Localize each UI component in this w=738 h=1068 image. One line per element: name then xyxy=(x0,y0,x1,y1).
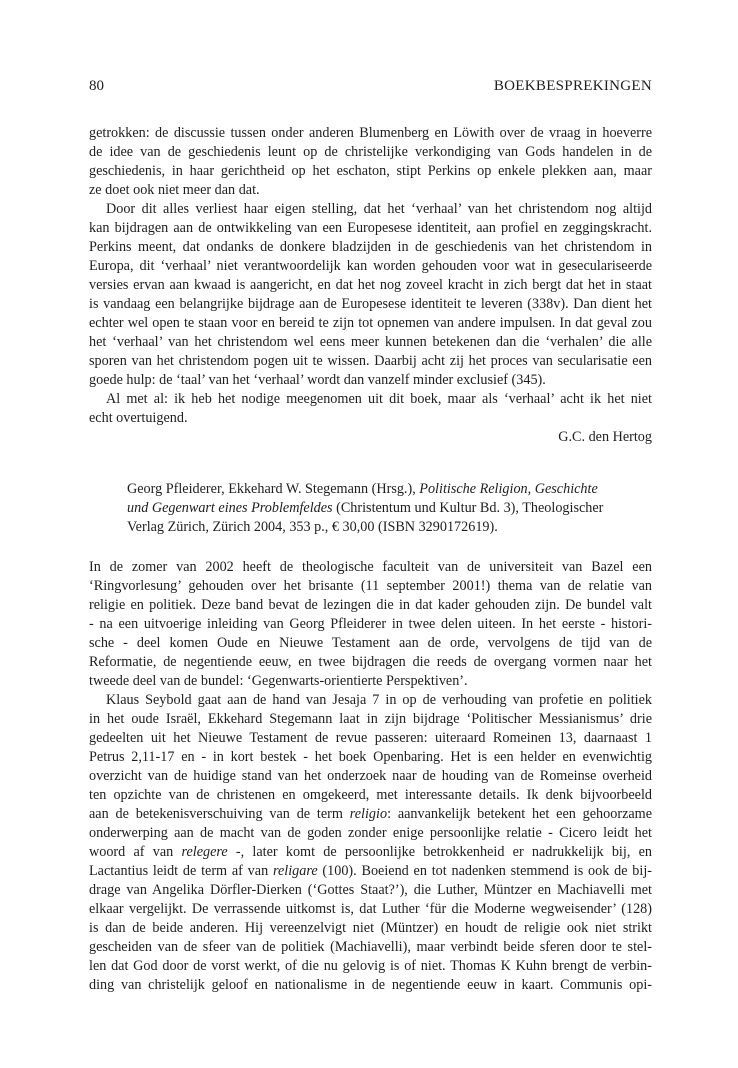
text-line xyxy=(89,938,652,957)
text-line xyxy=(89,691,652,710)
text-line xyxy=(89,862,652,881)
text-line xyxy=(89,143,652,162)
text-line xyxy=(89,390,652,409)
text-run: tweede deel van de bundel: ‘Gegenwarts-orientierte Perspektiven’. xyxy=(89,673,468,689)
text-run: religio xyxy=(349,806,388,822)
text-run: und Gegenwart eines Problemfeldes xyxy=(127,500,333,516)
text-run: gescheiden van de sfeer van de politiek (Machiavelli), maar verbindt beide sferen door te stel- xyxy=(89,939,652,955)
text-run: gedeelten uit het Nieuwe Testament de revue passeren: uiteraard Romeinen 13, daarnaast 1 xyxy=(89,730,652,746)
text-run: ze doet ook niet meer dan dat. xyxy=(89,182,260,198)
text-run: Al met al: ik heb het nodige meegenomen uit dit boek, maar als ‘verhaal’ acht ik het niet xyxy=(106,391,652,407)
page-header xyxy=(89,78,652,95)
text-line xyxy=(89,767,652,786)
text-run: ten opzichte van de christenen en omgekeerd, met interessante details. Ik denk bijvoorbeeld xyxy=(89,787,652,803)
text-run: is dan de beide anderen. Hij vereenzelvigt niet (Müntzer) en houdt de religie ook niet strikt xyxy=(89,920,652,936)
text-run: is vandaag een belangrijke bijdrage aan de Europesese identiteit te leveren (338v). Dan dient het xyxy=(89,296,652,312)
text-run: : aanvankelijk betekent het een gehoorzame xyxy=(387,806,652,822)
text-line xyxy=(89,409,652,428)
page-number: 80 xyxy=(89,78,104,94)
text-line xyxy=(89,748,652,767)
text-run: echt overtuigend. xyxy=(89,410,188,426)
text-line xyxy=(89,805,652,824)
text-line xyxy=(89,352,652,371)
citation-line xyxy=(127,499,604,518)
text-run: Reformatie, de negentiende eeuw, en twee bijdragen die reeds de overgang vormen naar het xyxy=(89,654,652,670)
citation-block xyxy=(127,480,604,537)
text-run: religie en politiek. Deze band bevat de lezingen die in dat kader gehouden zijn. De bundel valt xyxy=(89,597,652,613)
text-run: woord af van xyxy=(89,844,182,860)
reviewer-signature: G.C. den Hertog xyxy=(558,429,652,445)
text-line xyxy=(89,295,652,314)
text-run: overzicht van de huidige stand van het onderzoek naar de houding van de Romeinse overheid xyxy=(89,768,652,784)
text-run: relegere xyxy=(181,844,228,860)
citation-line xyxy=(127,518,576,537)
text-run: sche - deel komen Oude en Nieuwe Testament aan de orde, vervolgens de tijd van de xyxy=(89,635,652,651)
text-run: kan bijdragen aan de ontwikkeling van een Europesese identiteit, aan profiel en zeggingskracht. xyxy=(89,220,652,236)
text-line xyxy=(89,200,652,219)
text-line xyxy=(89,181,652,200)
text-run: Verlag Zürich, Zürich 2004, 353 p., € 30,00 (ISBN 3290172619). xyxy=(127,519,498,535)
text-line xyxy=(89,314,652,333)
text-run: elkaar vergelijkt. De verrassende uitkomst is, dat Luther ‘für die Moderne wegweisender’ (128) xyxy=(89,901,652,917)
text-line xyxy=(89,919,652,938)
paragraph xyxy=(89,691,652,995)
text-run: -, later komt de persoonlijke betrokkenheid er nadrukkelijk bij, en xyxy=(227,844,652,860)
text-line xyxy=(89,634,652,653)
text-run: Klaus Seybold gaat aan de hand van Jesaja 7 in op de verhouding van profetie en politiek xyxy=(106,692,652,708)
text-run: Politische Religion, Geschichte xyxy=(419,481,598,497)
text-line xyxy=(89,577,652,596)
text-run: religare xyxy=(272,863,318,879)
text-line xyxy=(89,653,652,672)
paragraph xyxy=(89,390,652,428)
text-line xyxy=(89,257,652,276)
text-run: aan de betekenisverschuiving van de term xyxy=(89,806,350,822)
text-line xyxy=(89,615,652,634)
citation-line xyxy=(127,480,598,499)
text-line xyxy=(89,957,652,976)
text-run: de idee van de geschiedenis leunt op de christelijke verkondiging van Gods handelen in de xyxy=(89,144,652,160)
paragraph xyxy=(89,124,652,200)
running-title: BOEKBESPREKINGEN xyxy=(493,78,652,94)
paragraph xyxy=(89,558,652,691)
text-run: het ‘verhaal’ van het christendom wel eens meer kunnen betekenen dan die ‘verhalen’ die alle xyxy=(89,334,652,350)
text-line xyxy=(89,219,652,238)
text-line xyxy=(89,333,652,352)
text-run: In de zomer van 2002 heeft de theologische faculteit van de universiteit van Bazel een xyxy=(89,559,652,575)
text-run: Door dit alles verliest haar eigen stelling, dat het ‘verhaal’ van het christendom nog altijd xyxy=(106,201,652,217)
text-run: getrokken: de discussie tussen onder anderen Blumenberg en Löwith over de vraag in hoeverre xyxy=(89,125,652,141)
text-line xyxy=(89,371,652,390)
text-run: geschiedenis, in haar gerichtheid op het eschaton, stipt Perkins op enkele plekken aan, maar xyxy=(89,163,652,179)
text-run: Perkins meent, dat ondanks de donkere bladzijden in de geschiedenis van het christendom in xyxy=(89,239,652,255)
text-line xyxy=(89,843,652,862)
text-run: - na een uitvoerige inleiding van Georg Pfleiderer in twee delen uiteen. In het eerste - histori- xyxy=(89,616,652,632)
text-line xyxy=(89,672,652,691)
text-line xyxy=(89,162,652,181)
text-line xyxy=(89,596,652,615)
page-body-text xyxy=(89,124,652,995)
text-line xyxy=(89,881,652,900)
text-run: Lactantius leidt de term af van xyxy=(89,863,273,879)
text-run: sporen van het christendom pogen uit te wissen. Daarbij acht zij het proces van secularisatie een xyxy=(89,353,652,369)
text-line xyxy=(89,558,652,577)
text-line xyxy=(89,824,652,843)
text-run: goede hulp: de ‘taal’ van het ‘verhaal’ wordt dan vanzelf minder exclusief (345). xyxy=(89,372,546,388)
text-run: Europa, dit ‘verhaal’ niet verantwoordelijk kan worden gehouden voor wat in geseculariseerde xyxy=(89,258,652,274)
text-line xyxy=(89,786,652,805)
text-run: (100). Boeiend en tot nadenken stemmend is ook de bij- xyxy=(317,863,652,879)
paragraph xyxy=(89,200,652,390)
text-run: echter wel open te staan voor en bereid te zijn tot opnemen van andere impulsen. In dat geval zou xyxy=(89,315,652,331)
text-run: in het oude Israël, Ekkehard Stegemann laat in zijn bijdrage ‘Politischer Messianismus’ drie xyxy=(89,711,652,727)
text-run: Georg Pfleiderer, Ekkehard W. Stegemann (Hrsg.), xyxy=(127,481,420,497)
text-line xyxy=(89,124,652,143)
text-line xyxy=(89,238,652,257)
text-run: drage van Angelika Dörfler-Dierken (‘Gottes Staat?’), die Luther, Müntzer en Machiavelli met xyxy=(89,882,652,898)
text-line xyxy=(89,900,652,919)
text-run: ‘Ringvorlesung’ gehouden over het brisante (11 september 2001!) thema van de relatie van xyxy=(89,578,652,594)
text-run: ding van christelijk geloof en nationalisme in de negentiende eeuw in kaart. Communis opi- xyxy=(89,977,652,993)
text-run: (Christentum und Kultur Bd. 3), Theologischer xyxy=(332,500,604,516)
text-run: versies ervan aan kwaad is aangericht, en dat het nog zoveel kracht in zich bergt dat het in staat xyxy=(89,277,652,293)
text-line xyxy=(89,276,652,295)
text-line xyxy=(89,710,652,729)
text-line xyxy=(89,729,652,748)
text-line xyxy=(89,976,652,995)
text-run: onderwerping aan de macht van de goden zonder enige persoonlijke relatie - Cicero leidt het xyxy=(89,825,652,841)
text-run: Petrus 2,11-17 en - in kort bestek - het boek Openbaring. Het is een helder en evenwichtig xyxy=(89,749,652,765)
text-run: len dat God door de vorst werkt, of die nu gelovig is of niet. Thomas K Kuhn brengt de verbin- xyxy=(89,958,652,974)
